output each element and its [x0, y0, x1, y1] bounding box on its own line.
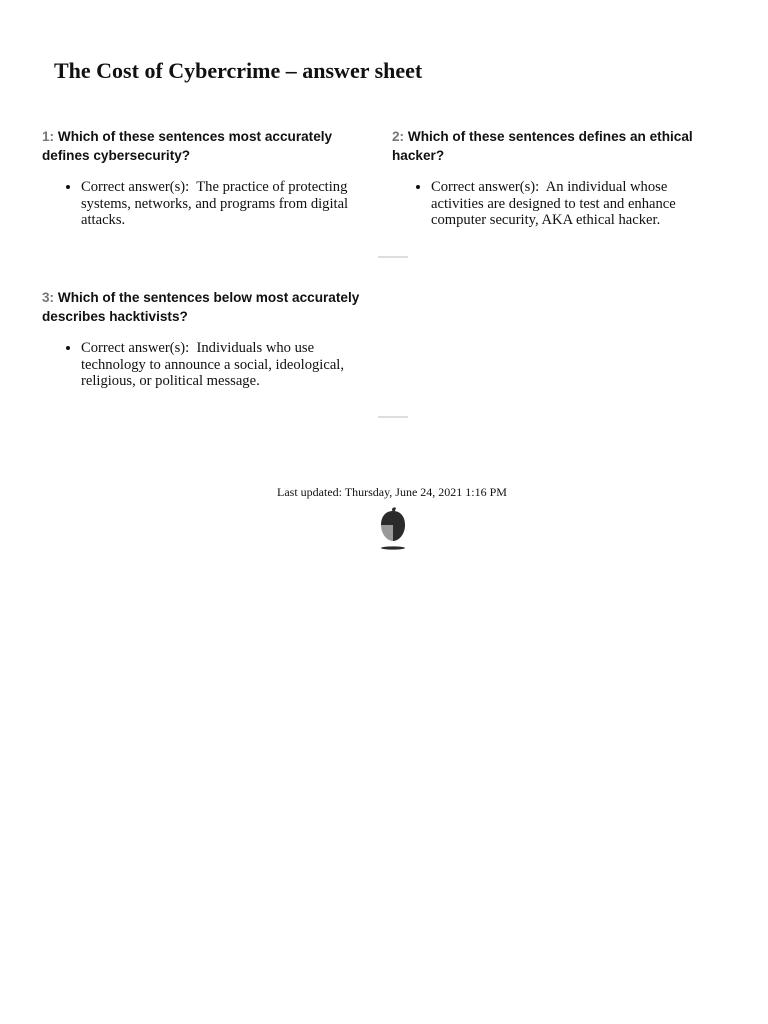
answer-text: An individual whose activities are designed to test and enhance computer security, AKA ethical hacker.: [431, 179, 676, 228]
question-2: [392, 127, 722, 229]
section-divider: [378, 416, 408, 418]
answer-item: [431, 179, 722, 229]
question-3: [42, 288, 372, 390]
question-text: Which of these sentences defines an ethical hacker?: [392, 129, 693, 163]
question-number: 2:: [392, 129, 405, 144]
last-updated-text: Last updated: Thursday, June 24, 2021 1:16 PM: [277, 485, 507, 499]
question-number: 3:: [42, 290, 55, 305]
question-heading: [42, 127, 372, 165]
answer-item: [81, 179, 372, 229]
question-text: Which of these sentences most accurately defines cybersecurity?: [42, 129, 333, 163]
answer-list: [392, 179, 722, 229]
answer-text: The practice of protecting systems, networks, and programs from digital attacks.: [81, 179, 349, 228]
answer-text: Individuals who use technology to announce a social, ideological, religious, or political message.: [81, 340, 345, 389]
answer-prefix: Correct answer(s):: [431, 179, 540, 195]
answer-item: [81, 340, 372, 390]
question-heading: [392, 127, 722, 165]
question-text: Which of the sentences below most accurately describes hacktivists?: [42, 290, 360, 324]
acorn-icon: [378, 506, 408, 552]
answer-prefix: Correct answer(s):: [81, 179, 190, 195]
answer-list: [42, 340, 372, 390]
section-divider: [378, 256, 408, 258]
page-title: The Cost of Cybercrime – answer sheet: [54, 58, 423, 83]
question-number: 1:: [42, 129, 55, 144]
question-heading: [42, 288, 372, 326]
answer-list: [42, 179, 372, 229]
answer-prefix: Correct answer(s):: [81, 340, 190, 356]
question-1: [42, 127, 372, 229]
